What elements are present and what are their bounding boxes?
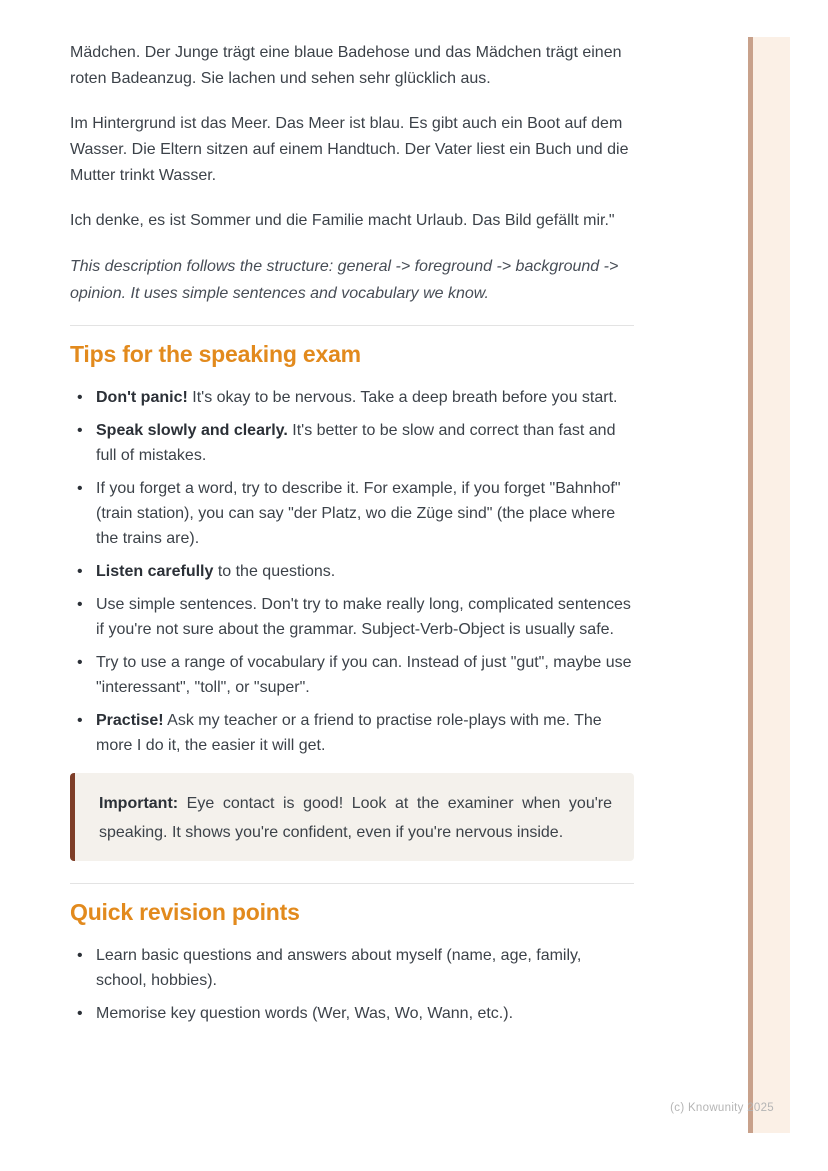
section-divider [70,883,634,884]
important-callout-text [99,789,612,847]
revision-item [70,1001,634,1026]
revision-section-heading: Quick revision points [70,899,300,925]
watermark: (c) Knowunity 2025 [670,1102,774,1114]
important-callout [70,773,634,861]
tip-text: to the questions. [213,563,336,580]
tip-text: Try to use a range of vocabulary if you can. Instead of just "gut", maybe use "interessant", "toll", or "super". [96,654,632,696]
structure-note: This description follows the structure: general -> foreground -> background -> opinion. It uses simple sentences and vocabulary we know. [70,258,619,302]
document-content [70,40,634,1034]
callout-bold-lead: Important: [99,795,179,812]
tip-text: It's better to be slow and correct than fast and full of mistakes. [96,422,616,464]
page-edge-stripe-line [748,37,753,1133]
tip-text: It's okay to be nervous. Take a deep breath before you start. [187,389,618,406]
tip-bold-lead: Listen carefully [96,563,214,580]
revision-item [70,943,634,993]
tip-item [70,476,634,551]
tip-text: Use simple sentences. Don't try to make really long, complicated sentences if you're not sure about the grammar. Subject-Verb-Object is usually safe. [96,596,631,638]
tip-item [70,385,634,410]
tip-item [70,418,634,468]
tip-bold-lead: Don't panic! [96,389,188,406]
tip-bold-lead: Practise! [96,712,164,729]
tip-item [70,559,634,584]
tip-text: Ask my teacher or a friend to practise role-plays with me. The more I do it, the easier it will get. [96,712,602,754]
revision-text: Memorise key question words (Wer, Was, Wo, Wann, etc.). [96,1005,514,1022]
tip-bold-lead: Speak slowly and clearly. [96,422,288,439]
revision-text: Learn basic questions and answers about myself (name, age, family, school, hobbies). [96,947,582,989]
tips-section-heading: Tips for the speaking exam [70,341,361,367]
section-divider [70,325,634,326]
tip-text: If you forget a word, try to describe it. For example, if you forget "Bahnhof" (train station), you can say "der Platz, wo die Züge sind" (the place where the trains are). [96,480,621,547]
tip-item [70,592,634,642]
tips-list [70,385,634,758]
page-edge-stripe-fill [753,37,790,1133]
german-paragraph-background: Im Hintergrund ist das Meer. Das Meer ist blau. Es gibt auch ein Boot auf dem Wasser. Die Eltern sitzen auf einem Handtuch. Der Vater liest ein Buch und die Mutter trinkt Wasser. [70,115,629,184]
revision-list [70,943,634,1026]
tip-item [70,708,634,758]
german-paragraph-opinion: Ich denke, es ist Sommer und die Familie macht Urlaub. Das Bild gefällt mir." [70,212,615,229]
tip-item [70,650,634,700]
german-paragraph-foreground: Mädchen. Der Junge trägt eine blaue Badehose und das Mädchen trägt einen roten Badeanzug. Sie lachen und sehen sehr glücklich aus. [70,44,622,87]
callout-text: Eye contact is good! Look at the examiner when you're speaking. It shows you're confident, even if you're nervous inside. [99,795,612,841]
